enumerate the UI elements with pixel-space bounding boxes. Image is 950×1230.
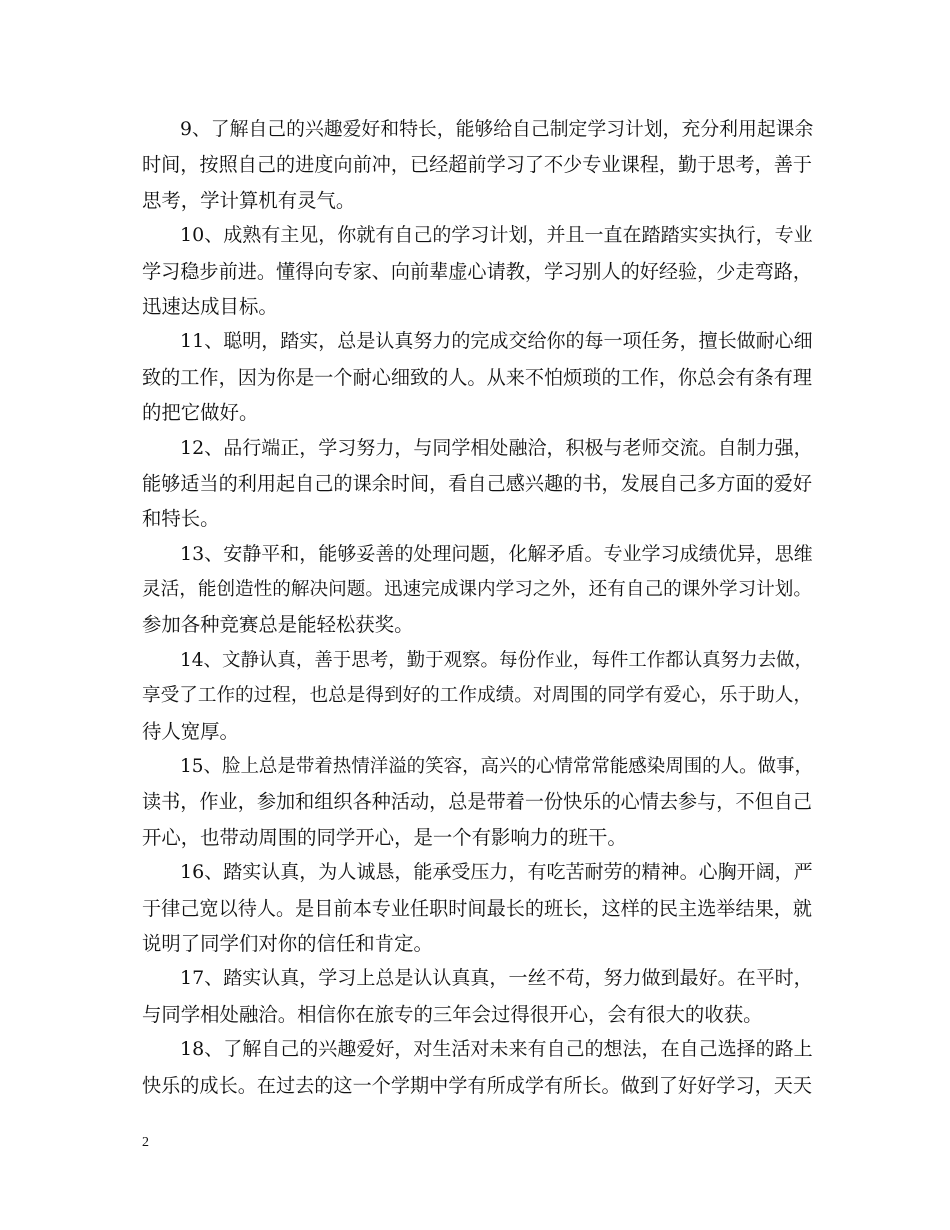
paragraph-line: 10、成熟有主见，你就有自己的学习计划，并且一直在踏踏实实执行，专业: [180, 224, 813, 247]
paragraph-line: 与同学相处融洽。相信你在旅专的三年会过得很开心，会有很大的收获。: [142, 1002, 763, 1026]
paragraph-line: 说明了同学们对你的信任和肯定。: [142, 931, 433, 955]
paragraph: [142, 431, 812, 537]
paragraph-line: 待人宽厚。: [142, 719, 239, 743]
paragraph-line: 能够适当的利用起自己的课余时间，看自己感兴趣的书，发展自己多方面的爱好: [142, 471, 812, 495]
paragraph-line: 参加各种竞赛总是能轻松获奖。: [142, 613, 414, 637]
paragraph-line: 读书，作业，参加和组织各种活动，总是带着一份快乐的心情去参与，不但自己: [142, 790, 812, 814]
paragraph-line: 思考，学计算机有灵气。: [142, 188, 356, 212]
paragraph-line: 15、脸上总是带着热情洋溢的笑容，高兴的心情常常能感染周围的人。做事，: [180, 756, 813, 778]
paragraph-line: 灵活，能创造性的解决问题。迅速完成课内学习之外，还有自己的课外学习计划。: [142, 579, 812, 601]
paragraph-line: 17、踏实认真，学习上总是认认真真，一丝不苟，努力做到最好。在平时，: [180, 967, 813, 990]
paragraph-line: 开心，也带动周围的同学开心，是一个有影响力的班干。: [142, 825, 627, 849]
paragraph: [142, 218, 812, 324]
paragraph-line: 9、了解自己的兴趣爱好和特长，能够给自己制定学习计划，充分利用起课余: [180, 119, 814, 140]
paragraph: [142, 855, 812, 961]
paragraph-line: 16、踏实认真，为人诚恳，能承受压力，有吃苦耐劳的精神。心胸开阔，严: [180, 861, 813, 884]
paragraph: [142, 643, 812, 749]
paragraph-line: 时间，按照自己的进度向前冲，已经超前学习了不少专业课程，勤于思考，善于: [142, 153, 812, 177]
paragraph-line: 于律己宽以待人。是目前本专业任职时间最长的班长，这样的民主选举结果，就: [142, 896, 812, 920]
page-number: 2: [142, 1135, 149, 1150]
paragraph-line: 的把它做好。: [142, 401, 259, 425]
paragraph-line: 享受了工作的过程，也总是得到好的工作成绩。对周围的同学有爱心，乐于助人，: [142, 685, 812, 707]
paragraph: [142, 1032, 812, 1103]
paragraph-line: 致的工作，因为你是一个耐心细致的人。从来不怕烦琐的工作，你总会有条有理: [142, 365, 812, 389]
paragraph-line: 快乐的成长。在过去的这一个学期中学有所成学有所长。做到了好好学习，天天: [142, 1073, 812, 1097]
paragraph-line: 学习稳步前进。懂得向专家、向前辈虚心请教，学习别人的好经验，少走弯路，: [142, 259, 812, 283]
paragraph: [142, 112, 812, 218]
paragraph: [142, 749, 812, 855]
document-body: [142, 112, 812, 1103]
paragraph: [142, 537, 812, 643]
paragraph-line: 和特长。: [142, 507, 220, 531]
paragraph-line: 迅速达成目标。: [142, 294, 278, 318]
paragraph: [142, 961, 812, 1032]
paragraph-line: 11、聪明，踏实，总是认真努力的完成交给你的每一项任务，擅长做耐心细: [180, 330, 813, 353]
paragraph-line: 12、品行端正，学习努力，与同学相处融洽，积极与老师交流。自制力强，: [180, 436, 813, 459]
paragraph: [142, 324, 812, 430]
paragraph-line: 13、安静平和，能够妥善的处理问题，化解矛盾。专业学习成绩优异，思维: [180, 542, 813, 565]
paragraph-line: 18、了解自己的兴趣爱好，对生活对未来有自己的想法，在自己选择的路上: [180, 1038, 813, 1061]
paragraph-line: 14、文静认真，善于思考，勤于观察。每份作业，每件工作都认真努力去做，: [180, 649, 813, 671]
